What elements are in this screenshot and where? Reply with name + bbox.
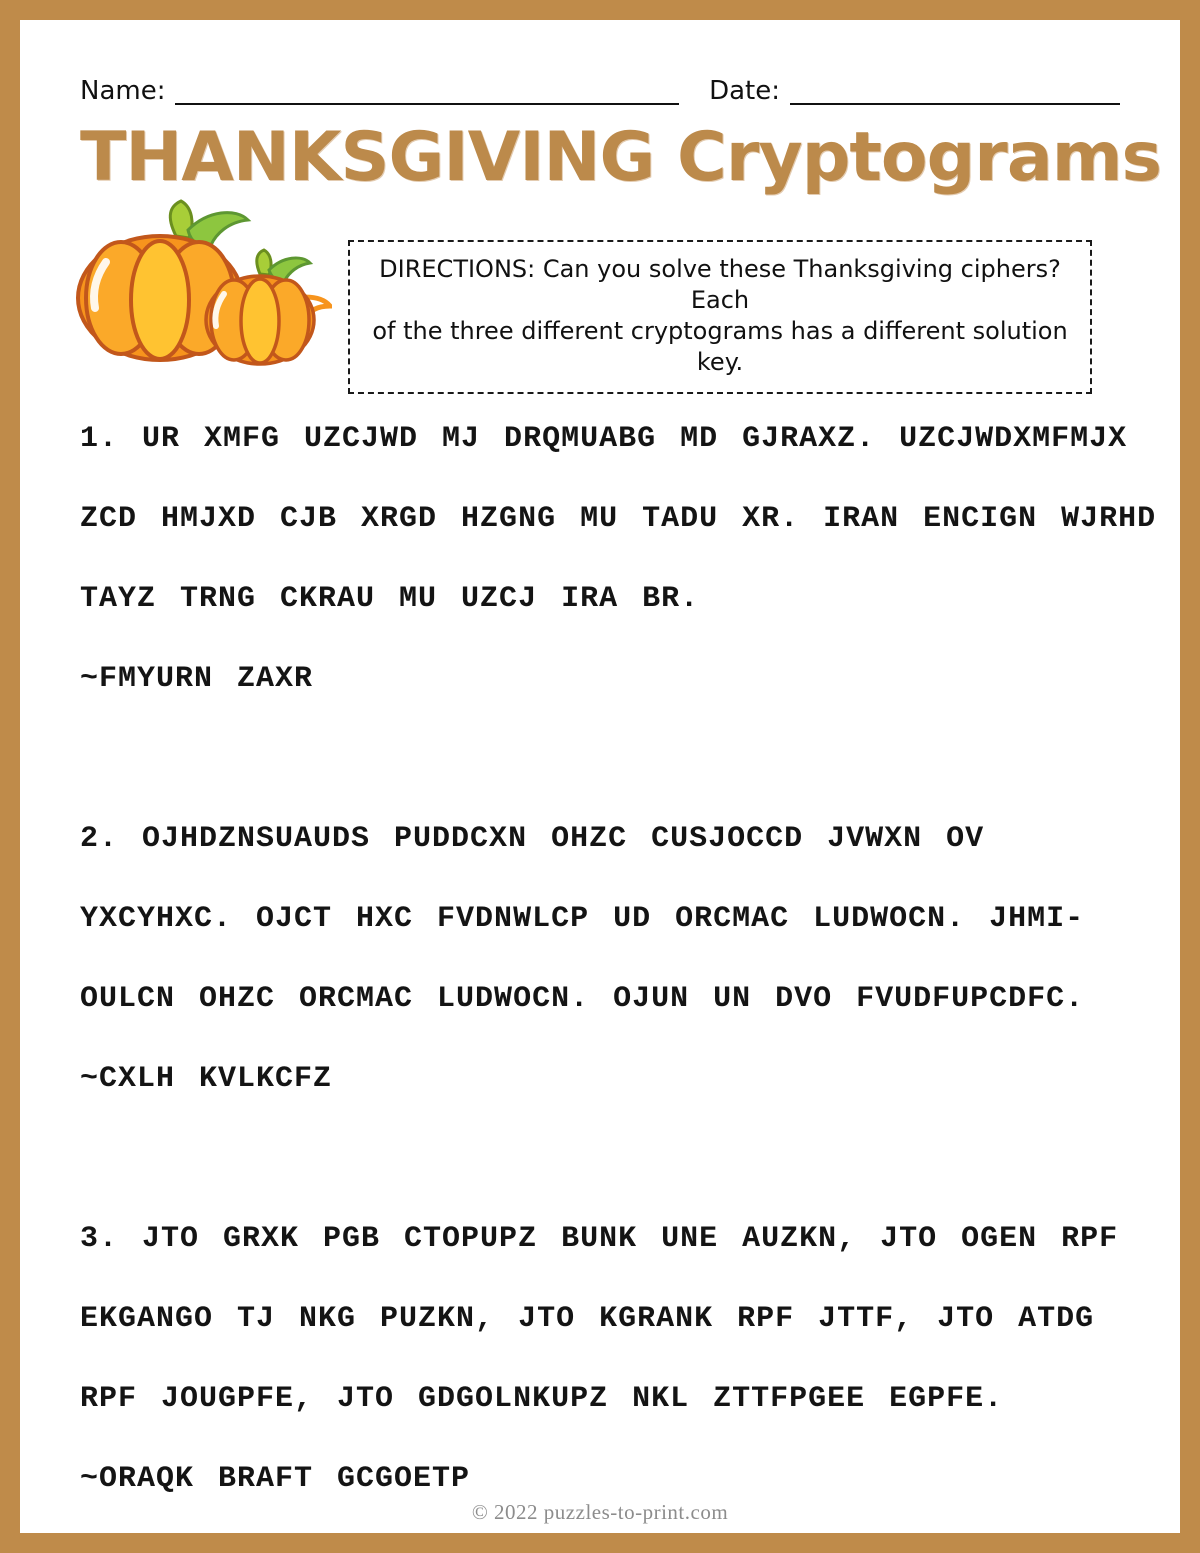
cryptogram-1-attribution: ~FMYURN ZAXR bbox=[80, 662, 314, 696]
page-content bbox=[20, 20, 1180, 1519]
footer-copyright: © 2022 puzzles-to-print.com bbox=[471, 1500, 729, 1524]
cryptogram-1-line-1: 1. UR XMFG UZCJWD MJ DRQMUABG MD GJRAXZ. UZCJWDXMFMJX bbox=[80, 422, 1128, 456]
date-label: Date: bbox=[709, 76, 780, 106]
date-blank-line bbox=[790, 75, 1120, 105]
pumpkins-icon bbox=[64, 198, 332, 376]
cryptogram-2-line-1: 2. OJHDZNSUAUDS PUDDCXN OHZC CUSJOCCD JVWXN OV bbox=[80, 822, 985, 856]
cryptogram-3 bbox=[80, 1199, 1120, 1519]
cryptogram-1-line-2: ZCD HMJXD CJB XRGD HZGNG MU TADU XR. IRAN ENCIGN WJRHD bbox=[80, 502, 1157, 536]
cryptogram-2-line-3: OULCN OHZC ORCMAC LUDWOCN. OJUN UN DVO FVUDFUPCDFC. bbox=[80, 982, 1085, 1016]
cryptogram-2-attribution: ~CXLH KVLKCFZ bbox=[80, 1062, 333, 1096]
cryptogram-3-line-1: 3. JTO GRXK PGB CTOPUPZ BUNK UNE AUZKN, JTO OGEN RPF bbox=[80, 1222, 1119, 1256]
directions-box bbox=[348, 240, 1092, 394]
cryptogram-2-line-2: YXCYHXC. OJCT HXC FVDNWLCP UD ORCMAC LUDWOCN. JHMI- bbox=[80, 902, 1085, 936]
cryptogram-3-line-3: RPF JOUGPFE, JTO GDGOLNKUPZ NKL ZTTFPGEE EGPFE. bbox=[80, 1382, 1004, 1416]
cryptogram-1-line-3: TAYZ TRNG CKRAU MU UZCJ IRA BR. bbox=[80, 582, 700, 616]
cryptogram-list bbox=[80, 399, 1157, 1519]
name-blank-line bbox=[175, 75, 679, 105]
name-label: Name: bbox=[80, 76, 166, 106]
cryptogram-2 bbox=[80, 799, 1120, 1119]
name-date-row bbox=[80, 68, 1120, 106]
cryptogram-1 bbox=[80, 399, 1157, 719]
directions-text-line-1: DIRECTIONS: Can you solve these Thanksgiving ciphers? Each bbox=[379, 255, 1077, 314]
directions-text-line-2: of the three different cryptograms has a different solution key. bbox=[372, 317, 1076, 376]
cryptogram-3-line-2: EKGANGO TJ NKG PUZKN, JTO KGRANK RPF JTTF, JTO ATDG bbox=[80, 1302, 1095, 1336]
hero-section bbox=[80, 202, 1120, 374]
cryptogram-3-attribution: ~ORAQK BRAFT GCGOETP bbox=[80, 1462, 471, 1496]
page-title: THANKSGIVING Cryptograms bbox=[80, 118, 1162, 197]
